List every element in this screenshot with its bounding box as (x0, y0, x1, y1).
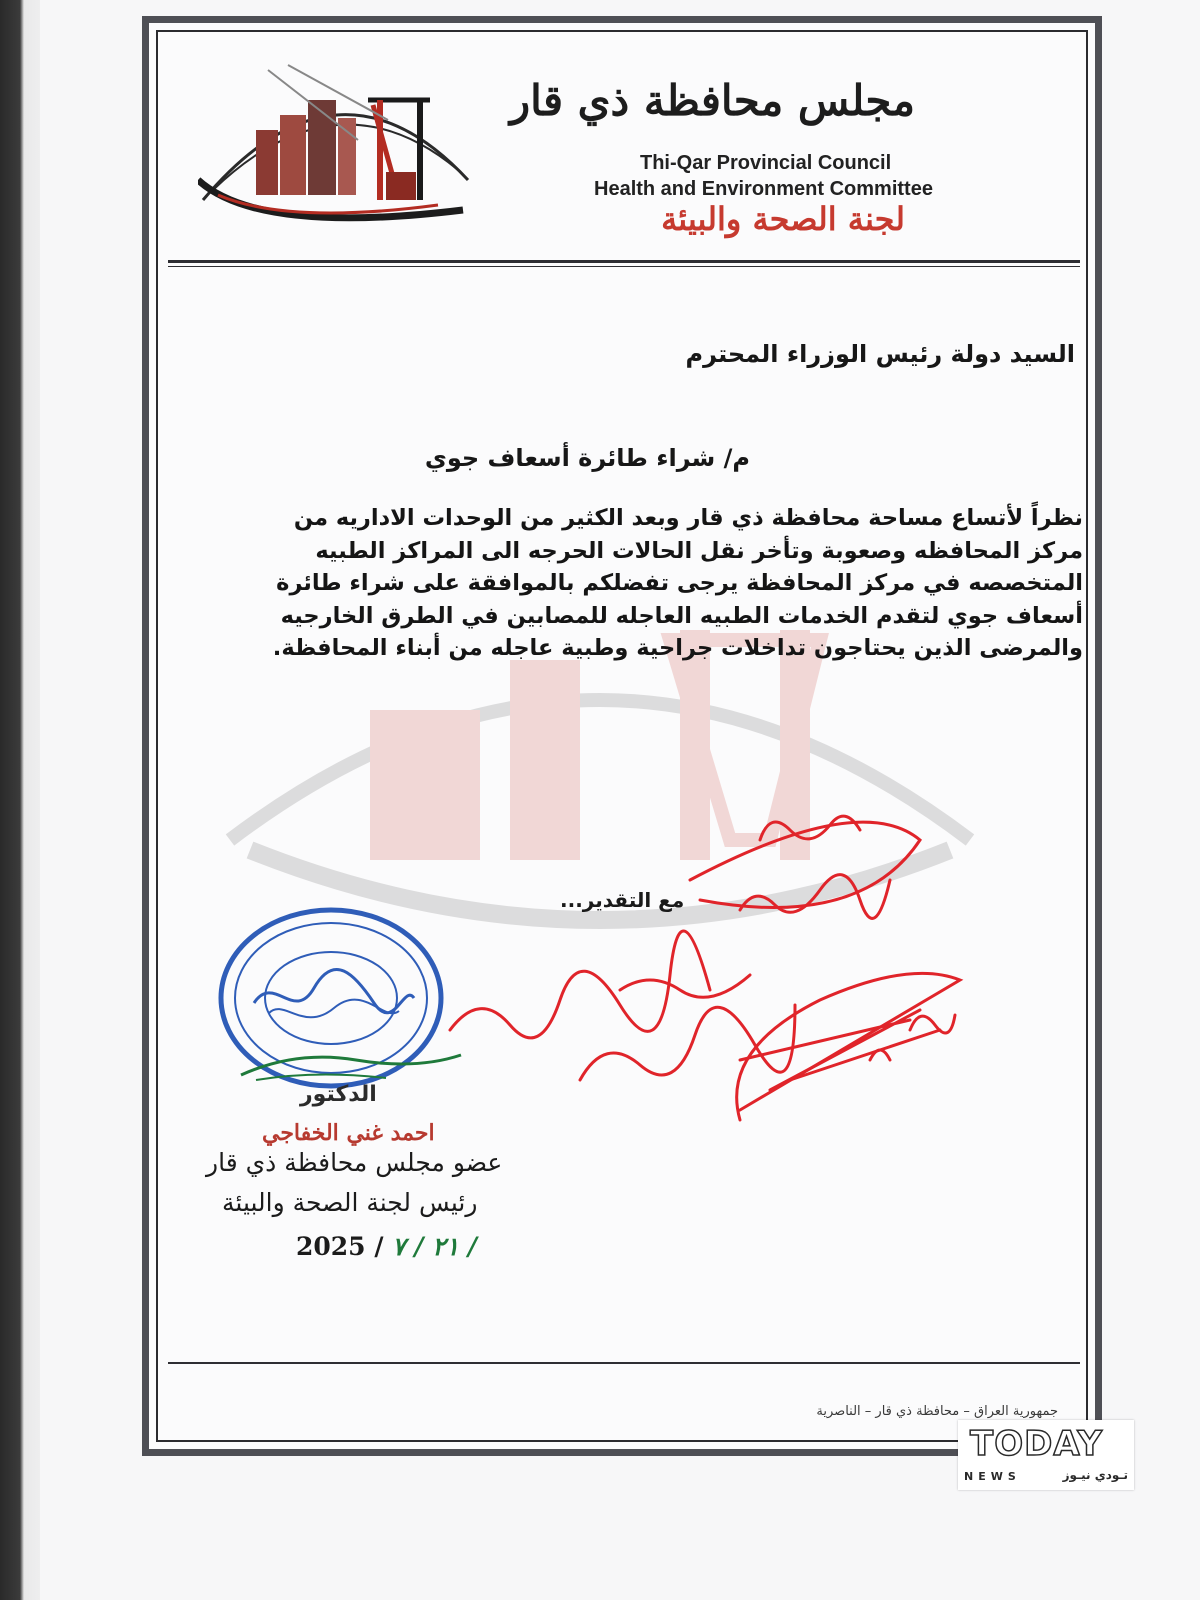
signatory-title: الدكتور (300, 1082, 377, 1107)
date-year: 2025 (296, 1232, 366, 1261)
signatory-role-committee: رئيس لجنة الصحة والبيئة (222, 1188, 478, 1217)
date-handwritten-day-month: ٢١ / ٧ / (392, 1232, 477, 1261)
body-line: والمرضى الذين يحتاجون تداخلات جراحية وطبية عاجله من أبناء المحافظة. (272, 635, 1083, 661)
body-line: المتخصصه في مركز المحافظة يرجى تفضلكم بالموافقة على شراء طائرة (276, 570, 1083, 596)
body-line: مركز المحافظه وصعوبة وتأخر نقل الحالات الحرجه الى المراكز الطبيه (315, 537, 1083, 564)
badge-subtitle-english: NEWS (964, 1470, 1021, 1483)
handwritten-annotation (440, 780, 980, 1140)
letter-body (165, 502, 1083, 665)
council-emblem-logo (198, 60, 473, 235)
green-signature (236, 1040, 466, 1090)
badge-subtitle-arabic: تـودي نيـوز (1062, 1468, 1128, 1482)
badge-title: TODAY (970, 1424, 1103, 1464)
body-line: نظراً لأتساع مساحة محافظة ذي قار وبعد الكثير من الوحدات الاداريه من (293, 505, 1083, 531)
header-divider-top (168, 260, 1080, 263)
letter-date: 2025 / ٢١ / ٧ / (296, 1232, 477, 1261)
committee-name-english: Health and Environment Committee (594, 178, 933, 200)
letter-subject: م/ شراء طائرة أسعاف جوي (424, 444, 750, 472)
footer-divider (168, 1362, 1080, 1364)
footer-address: جمهورية العراق – محافظة ذي قار – الناصرية (816, 1404, 1058, 1419)
news-watermark-badge (958, 1420, 1134, 1490)
committee-name-arabic: لجنة الصحة والبيئة (661, 200, 905, 238)
signatory-name: احمد غني الخفاجي (262, 1120, 435, 1146)
letter-salutation: السيد دولة رئيس الوزراء المحترم (685, 340, 1075, 368)
signatory-role-council: عضو مجلس محافظة ذي قار (206, 1148, 503, 1177)
council-name-english: Thi-Qar Provincial Council (640, 152, 892, 174)
council-name-arabic: مجلس محافظة ذي قار (509, 76, 915, 125)
body-line: أسعاف جوي لتقدم الخدمات الطبيه العاجله للمصابين في الطرق الخارجيه (280, 602, 1083, 629)
letter-closing: مع التقدير... (560, 888, 685, 912)
header-divider-bottom (168, 266, 1080, 267)
